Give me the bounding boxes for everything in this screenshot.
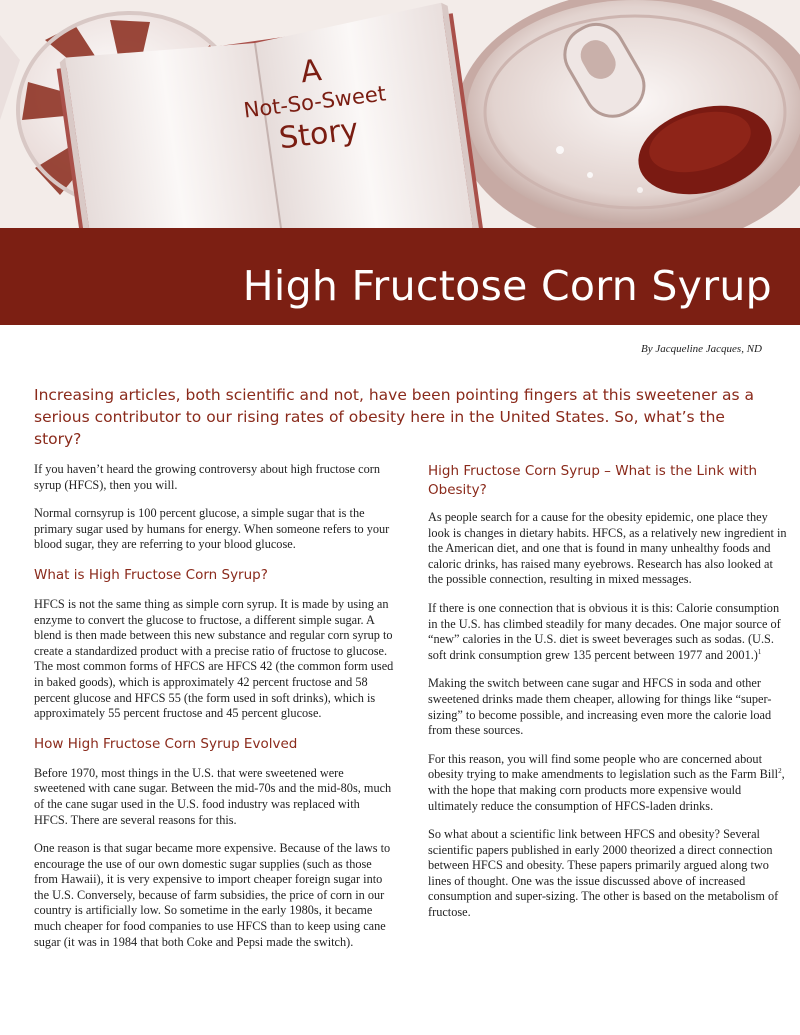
hero-banner <box>0 0 800 325</box>
left-column <box>34 462 396 963</box>
paragraph-text: For this reason, you will find some people who are concerned about obesity trying to make amendments to legislation such as the Farm Bill <box>428 751 779 782</box>
paragraph: Before 1970, most things in the U.S. that were sweetened were sweetened with cane sugar. Between the mid-70s and the mid-80s, much of the cane sugar used in the U.S. food industry was replaced with HFCS. There are several reasons for this. <box>34 765 392 827</box>
section-heading: How High Fructose Corn Syrup Evolved <box>34 735 298 752</box>
paragraph <box>428 601 788 663</box>
paragraph: HFCS is not the same thing as simple corn syrup. It is made by using an enzyme to convert the glucose to fructose, a different simple sugar. A blend is then made between this new substance and regular corn syrup to create a standardized product with a precise ratio of fructose to glucose. The most common forms of HFCS are HFCS 42 (the common form used in baked goods), which is approximately 42 percent fructose and 58 percent glucose and HFCS 55 (the form used in soft drinks), which is approximately 55 percent fructose and 45 percent glucose. <box>34 596 394 721</box>
paragraph: Making the switch between cane sugar and HFCS in soda and other sweetened drinks made them cheaper, allowing for things like “super-sizing” to become possible, and increasing even more the calorie load from these sources. <box>428 676 772 738</box>
footnote-ref: 2 <box>778 767 782 776</box>
book-title-line-3: Story <box>277 112 361 157</box>
paragraph <box>428 752 788 814</box>
section-heading: High Fructose Corn Syrup – What is the Link with Obesity? <box>428 463 758 498</box>
footnote-ref: 1 <box>757 647 762 656</box>
page-title: High Fructose Corn Syrup <box>242 262 772 310</box>
book-title-line-2: Not-So-Sweet <box>242 81 388 123</box>
paragraph: One reason is that sugar became more expensive. Because of the laws to encourage the use of our own domestic sugar supplies (such as those from Hawaii), it is very expensive to import cheaper foreign sugar into the U.S. Conversely, because of farm subsidies, the price of corn in our country is artificially low. So sometime in the early 1980s, it became much cheaper for food companies to use HFCS than to keep using cane sugar (it was in 1984 that both Coke and Pepsi made the switch). <box>34 841 391 949</box>
right-column <box>428 462 788 934</box>
paragraph: If you haven’t heard the growing controversy about high fructose corn syrup (HFCS), then you will. <box>34 462 381 492</box>
byline: By Jacqueline Jacques, ND <box>641 343 762 355</box>
paragraph-text: If there is one connection that is obvious it is this: Calorie consumption in the U.S. has climbed steadily for many decades. One major source of “new” calories in the U.S. diet is sweet beverages such as sodas. (U.S. soft drink consumption grew 135 percent between 1977 and 2001.) <box>428 600 781 662</box>
book-title-line-1: A <box>298 53 324 91</box>
paragraph: Normal cornsyrup is 100 percent glucose, a simple sugar that is the primary sugar used by humans for energy. When someone refers to your blood sugar, they are referring to your blood glucose. <box>34 506 390 552</box>
paragraph: As people search for a cause for the obesity epidemic, one place they look is changes in dietary habits. HFCS, as a relatively new ingredient in the American diet, and one that is found in many unhealthy foods and caloric drinks, has raised many eyebrows. Research has also looked at the possible connection, resulting in mixed messages. <box>428 510 787 587</box>
intro-deck: Increasing articles, both scientific and not, have been pointing fingers at this sweetener as a serious contributor to our rising rates of obesity here in the United States. So, what’s the story? <box>34 386 755 448</box>
section-heading: What is High Fructose Corn Syrup? <box>34 566 268 583</box>
paragraph-text: , with the hope that making corn products more expensive would ultimately reduce the consumption of HFCS-laden drinks. <box>428 767 785 813</box>
paragraph: So what about a scientific link between HFCS and obesity? Several scientific papers published in early 2000 theorized a direct connection between HFCS and obesity. These papers primarily argued along two lines of thought. One was the issue discussed above of increased consumption and super-sizing. The other is based on the metabolism of fructose. <box>428 827 779 920</box>
